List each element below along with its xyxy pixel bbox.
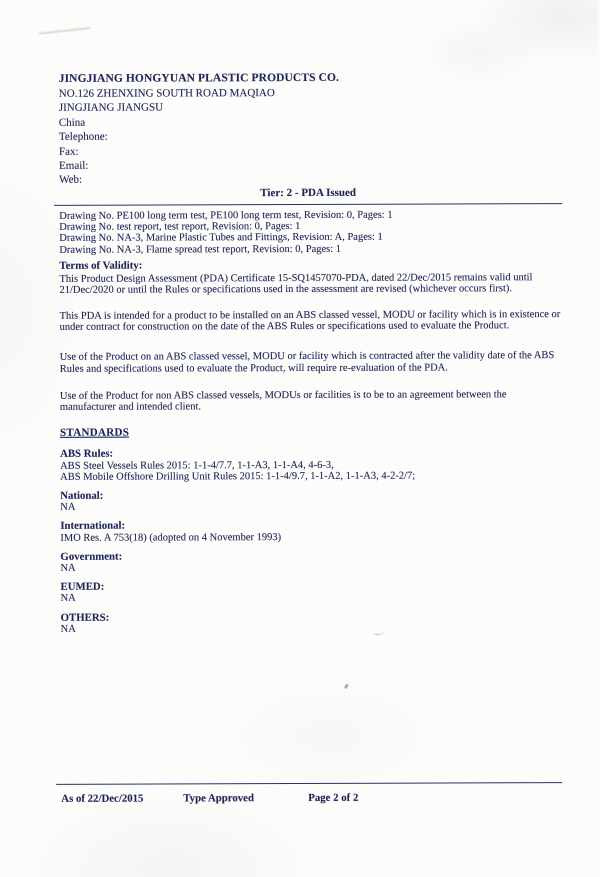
section-label: National: (60, 489, 104, 502)
section-label: EUMED: (60, 580, 105, 594)
standards-section-government (60, 550, 562, 574)
section-label: OTHERS: (60, 611, 110, 624)
section-label: Government: (60, 550, 123, 563)
standards-section-abs-rules (60, 447, 562, 482)
section-line: NA (60, 593, 76, 605)
document-body (59, 70, 563, 635)
page-number: Page 2 of 2 (308, 791, 359, 804)
terms-paragraph: Use of the Product on an ABS classed vessel, MODU or facility which is contracted after the validity date of the ABS Rules and specifications used to evaluate the Product, will require re-evaluation of the PDA. (59, 350, 555, 375)
terms-of-validity-heading: Terms of Validity: (59, 259, 143, 272)
fax-label: Fax: (58, 145, 79, 158)
drawing-entry: Drawing No. PE100 long term test, PE100 long term test, Revision: 0, Pages: 1 (59, 209, 393, 222)
standards-section-national (60, 489, 562, 513)
drawing-entry: Drawing No. NA-3, Marine Plastic Tubes and Fittings, Revision: A, Pages: 1 (59, 232, 383, 245)
tier-banner-text: Tier: 2 - PDA Issued (260, 186, 357, 199)
terms-paragraph: This PDA is intended for a product to be installed on an ABS classed vessel, MODU or facility which is in existence or under contract for construction on the date of the ABS Rules or specifications used to evaluate the Product. (59, 308, 561, 333)
page-footer (1, 782, 600, 805)
drawing-entry: Drawing No. test report, test report, Revision: 0, Pages: 1 (59, 221, 301, 233)
section-line: IMO Res. A 753(18) (adopted on 4 November 1993) (60, 531, 282, 544)
terms-paragraph: This Product Design Assessment (PDA) Certificate 15-SQ1457070-PDA, dated 22/Dec/2015 remains valid until 21/Dec/2020 or until the Rules or specifications used in the assessment are revised (whichever occurs first). (59, 272, 533, 297)
paper-crease-mark (39, 27, 91, 35)
section-line: NA (60, 562, 76, 574)
standards-heading: STANDARDS (59, 427, 130, 440)
address-line-city: JINGJIANG JIANGSU (58, 101, 164, 115)
section-label: ABS Rules: (60, 448, 114, 461)
web-label: Web: (59, 174, 83, 187)
footer-divider (56, 782, 562, 785)
telephone-label: Telephone: (58, 130, 108, 144)
section-line: NA (60, 502, 76, 514)
drawing-list (59, 209, 561, 256)
approval-status: Type Approved (183, 792, 254, 805)
address-line-street: NO.126 ZHENXING SOUTH ROAD MAQIAO (58, 87, 275, 100)
tier-banner (54, 186, 562, 206)
section-label: International: (60, 520, 126, 533)
terms-paragraph: Use of the Product for non ABS classed vessels, MODUs or facilities is to be to an agreement between the manufacturer and intended client. (59, 389, 507, 413)
standards-section-international (60, 520, 562, 544)
scan-dot (344, 683, 349, 689)
section-line: ABS Steel Vessels Rules 2015: 1-1-4/7.7, 1-1-A3, 1-1-A4, 4-6-3, (60, 459, 334, 472)
as-of-date: As of 22/Dec/2015 (61, 792, 144, 805)
letterhead (59, 70, 561, 188)
standards-section-eumed (60, 580, 562, 604)
section-line: ABS Mobile Offshore Drilling Unit Rules 2015: 1-1-4/9.7, 1-1-A2, 1-1-A3, 4-2-2/7; (60, 470, 416, 483)
standards-section-others (61, 611, 563, 635)
drawing-entry: Drawing No. NA-3, Flame spread test report, Revision: 0, Pages: 1 (59, 243, 342, 256)
email-label: Email: (59, 159, 89, 172)
company-name: JINGJIANG HONGYUAN PLASTIC PRODUCTS CO. (58, 71, 340, 85)
address-line-country: China (58, 116, 86, 129)
section-line: NA (60, 623, 76, 635)
